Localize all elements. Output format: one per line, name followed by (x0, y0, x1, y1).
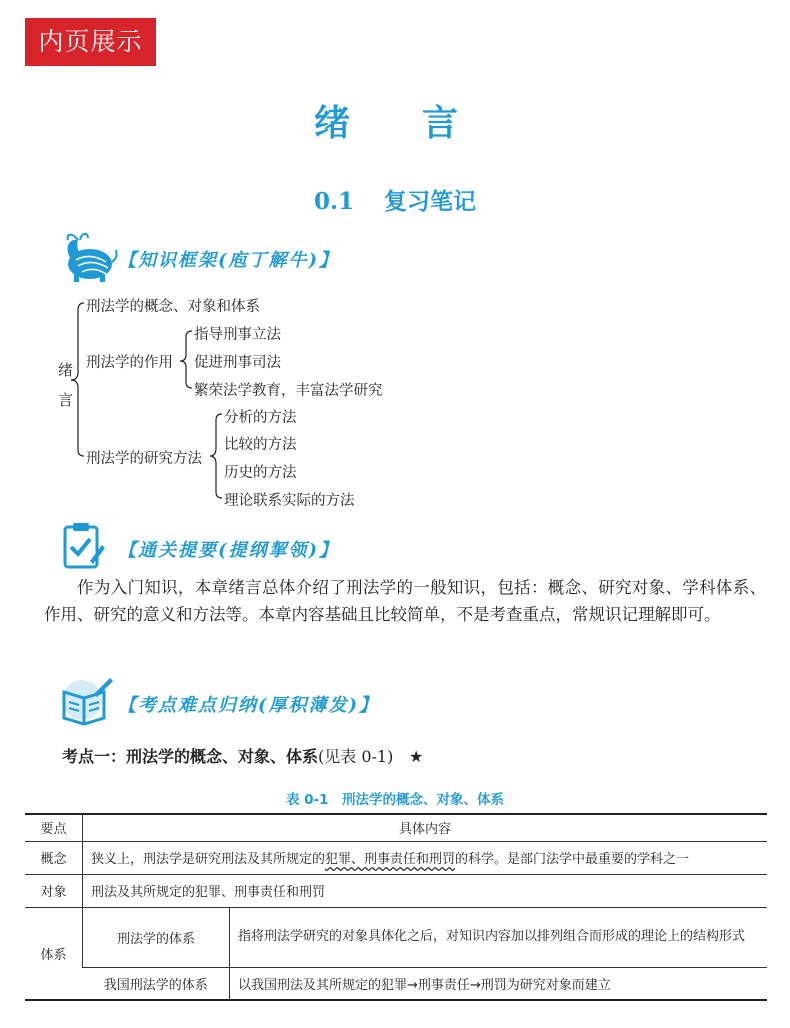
concept-text-post: 的科学。是部门法学中最重要的学科之一 (455, 852, 690, 867)
summary-text: 作为入门知识，本章绪言总体介绍了刑法学的一般知识，包括：概念、研究对象、学科体系、作用、研究的意义和方法等。本章内容基础且比较简单，不是考查重点，常规识记理解即可。 (44, 578, 766, 624)
table-header-cell: 具体内容 (83, 814, 768, 841)
row-label-concept: 概念 (25, 841, 83, 874)
tree-leaf: 指导刑事立法 (194, 327, 281, 343)
summary-heading-label: 【通关提要(提纲挈领)】 (118, 540, 340, 561)
table-header-row (25, 814, 767, 841)
point-1-heading (62, 744, 423, 767)
table-row (25, 874, 767, 907)
tree-leaf: 比较的方法 (224, 437, 297, 453)
concept-table (25, 813, 767, 1001)
tree-root: 绪言 (58, 361, 74, 409)
table-row (25, 841, 767, 874)
summary-paragraph (44, 574, 766, 628)
tree-leaf: 历史的方法 (224, 465, 297, 481)
row-label-object: 对象 (25, 874, 83, 907)
section-name: 复习笔记 (384, 188, 476, 215)
tree-leaf: 繁荣法学教育，丰富法学研究 (194, 383, 383, 399)
point-1-ref: (见表 0-1) (318, 747, 394, 766)
clipboard-check-icon (60, 521, 106, 571)
system-name: 我国刑法学的体系 (83, 967, 230, 1000)
book-pen-icon (60, 674, 114, 726)
row-content-concept (83, 841, 768, 874)
tree-leaf: 分析的方法 (224, 410, 297, 426)
system-text: 以我国刑法及其所规定的犯罪→刑事责任→刑罚为研究对象而建立 (230, 967, 768, 1000)
tree-leaf: 理论联系实际的方法 (224, 493, 355, 509)
row-content-object: 刑法及其所规定的犯罪、刑事责任和刑罚 (83, 874, 768, 907)
section-number: 0.1 (313, 188, 354, 215)
ox-icon (60, 228, 118, 286)
table-row (25, 907, 767, 967)
table-header-cell: 要点 (25, 814, 83, 841)
row-label-system: 体系 (25, 907, 83, 1000)
system-text: 指将刑法学研究的对象具体化之后，对知识内容加以排列组合而形成的理论上的结构形式 (230, 907, 768, 967)
table-caption: 表 0-1 刑法学的概念、对象、体系 (285, 792, 505, 808)
points-heading-label: 【考点难点归纳(厚积薄发)】 (118, 695, 380, 716)
tree-leaf: 促进刑事司法 (194, 355, 281, 371)
tree-branch-method: 刑法学的研究方法 (86, 451, 202, 467)
system-name: 刑法学的体系 (83, 907, 230, 967)
tree-branch-function: 刑法学的作用 (86, 355, 173, 371)
tree-branch-concept: 刑法学的概念、对象和体系 (86, 299, 260, 315)
framework-heading-label: 【知识框架(庖丁解牛)】 (118, 250, 340, 271)
point-1-label: 考点一：刑法学的概念、对象、体系 (62, 747, 319, 766)
concept-text-emph: 犯罪、刑事责任和刑罚 (325, 852, 456, 867)
section-title (0, 183, 790, 216)
page-badge: 内页展示 (25, 18, 156, 66)
page-title: 绪 言 (313, 102, 476, 144)
concept-text-pre: 狭义上，刑法学是研究刑法及其所规定的 (91, 852, 326, 867)
star-icon: ★ (408, 747, 424, 766)
table-row (25, 967, 767, 1000)
